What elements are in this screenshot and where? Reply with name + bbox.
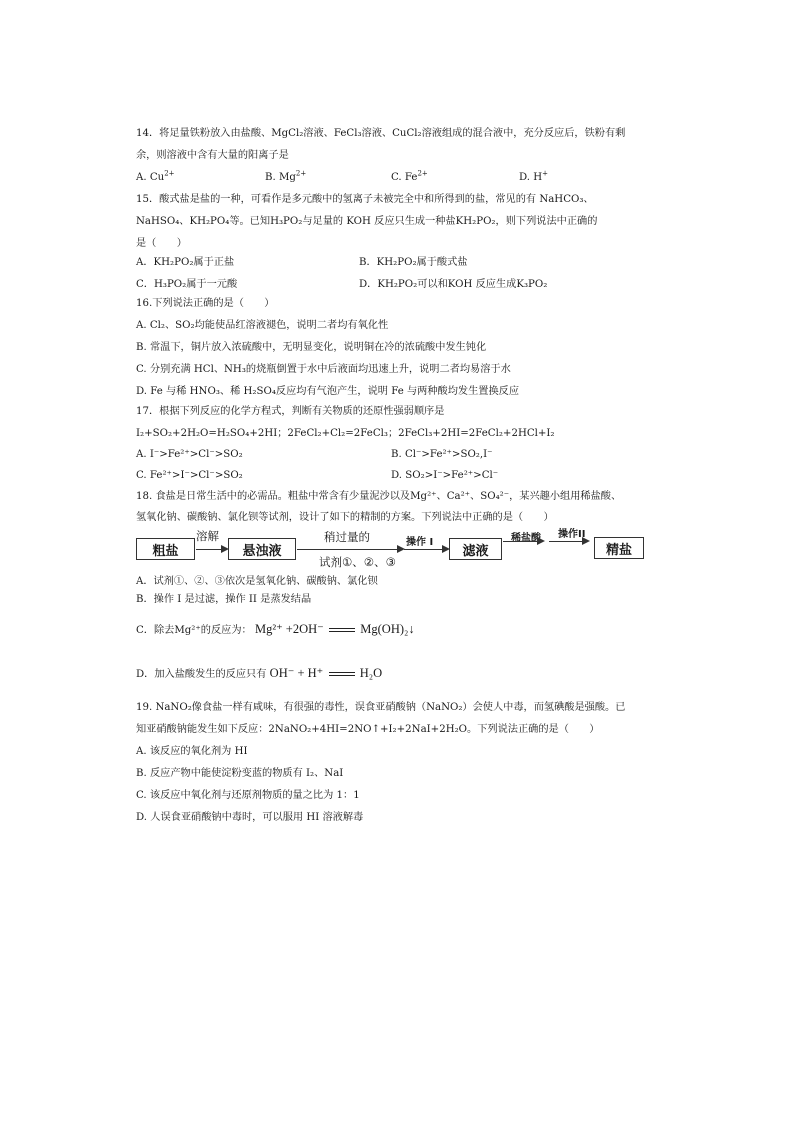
q16-option-d: D. Fe 与稀 HNO₃、稀 H₂SO₄反应均有气泡产生，说明 Fe 与两种酸均发生置换反应 [136,386,520,397]
q18-option-a: A．试剂①、②、③依次是氢氧化钠、碳酸钠、氯化钡 [136,576,378,587]
flow-label-dissolve: 溶解 [196,529,219,543]
q18-option-c-products: Mg(OH)₂↓ [360,622,415,636]
q17-option-b: B. Cl⁻>Fe²⁺>SO₂,I⁻ [391,449,493,460]
flow-label-dilute-hcl: 稀盐酸 [511,533,541,544]
q15-stem-line2: NaHSO₄、KH₂PO₄等。已知H₃PO₂与足量的 KOH 反应只生成一种盐KH₂PO₂，则下列说法中正确的 [136,216,598,227]
q17-option-a: A. I⁻>Fe²⁺>Cl⁻>SO₂ [136,449,243,460]
q19-option-c: C. 该反应中氧化剂与还原剂物质的量之比为 1：1 [136,790,360,801]
q14-stem-line1: 14．将足量铁粉放入由盐酸、MgCl₂溶液、FeCl₃溶液、CuCl₂溶液组成的混合液中，充分反应后，铁粉有剩 [136,128,626,139]
q18-option-d-reactants: OH⁻ + H⁺ [269,666,324,680]
flow-box-filtrate: 滤液 [449,538,502,560]
q15-option-d: D．KH₂PO₂可以和KOH 反应生成K₃PO₂ [359,279,548,290]
q15-option-b: B．KH₂PO₂属于酸式盐 [359,257,468,268]
flow-arrow-reagents [297,549,403,550]
q19-stem-line2: 知亚硝酸钠能发生如下反应：2NaNO₂+4HI=2NO↑+I₂+2NaI+2H₂O。下列说法正确的是（ ） [136,724,600,735]
q18-stem-line2: 氢氧化钠、碳酸钠、氯化钡等试剂，设计了如下的精制的方案。下列说法中正确的是（ ） [136,512,554,523]
q17-equations: I₂+SO₂+2H₂O=H₂SO₄+2HI；2FeCl₂+Cl₂=2FeCl₃；2FeCl₃+2HI=2FeCl₂+2HCl+I₂ [136,428,555,439]
q15-stem-line1: 15．酸式盐是盐的一种，可看作是多元酸中的氢离子未被完全中和所得到的盐，常见的有 NaHCO₃、 [136,194,594,205]
q19-option-a: A. 该反应的氧化剂为 HI [136,746,248,757]
flow-arrow-operation-1 [404,549,448,550]
flow-box-crude-salt: 粗盐 [136,538,195,560]
q19-option-d: D. 人误食亚硝酸钠中毒时，可以服用 HI 溶液解毒 [136,812,364,823]
flow-box-refined-salt: 精盐 [594,537,644,559]
q18-option-d: D．加入盐酸发生的反应只有 OH⁻ + H⁺ H₂O [136,666,383,680]
flow-box-suspension: 悬浊液 [228,538,296,560]
q18-option-c: C．除去Mg²⁺的反应为： Mg²⁺ +2OH⁻ Mg(OH)₂↓ [136,622,415,636]
q17-stem: 17．根据下列反应的化学方程式，判断有关物质的还原性强弱顺序是 [136,406,445,417]
q14-option-d: D. H+ [519,169,549,183]
q16-stem: 16.下列说法正确的是（ ） [136,298,275,309]
q18-stem-line1: 18. 食盐是日常生活中的必需品。粗盐中常含有少量泥沙以及Mg²⁺、Ca²⁺、SO₄²⁻，某兴趣小组用稀盐酸、 [136,491,622,502]
q18-option-c-reactants: Mg²⁺ +2OH⁻ [254,622,324,636]
equals-sign-icon [329,672,355,677]
q14-option-c: C. $Fe^{2+}$ [391,169,428,183]
q16-option-c: C. 分别充满 HCl、NH₃的烧瓶倒置于水中后液面均迅速上升，说明二者均易溶于水 [136,364,511,375]
q19-option-b: B. 反应产物中能使淀粉变蓝的物质有 I₂、NaI [136,768,344,779]
equals-sign-icon [329,628,355,633]
q15-stem-line3: 是（ ） [136,238,187,249]
flow-arrow-operation-2 [549,541,588,542]
q18-option-d-products: H₂O [359,666,383,680]
q16-option-b: B. 常温下，铜片放入浓硫酸中，无明显变化，说明铜在冷的浓硫酸中发生钝化 [136,342,487,353]
q15-option-c: C．H₃PO₂属于一元酸 [136,279,238,290]
q16-option-a: A. Cl₂、SO₂均能使品红溶液褪色，说明二者均有氧化性 [136,320,389,331]
q14-option-a: A. $Cu^{2+}$ [136,169,175,183]
q17-option-d: D. SO₂>I⁻>Fe²⁺>Cl⁻ [391,470,499,481]
q18-option-b: B．操作 I 是过滤，操作 II 是蒸发结晶 [136,594,312,605]
q17-option-c: C. Fe²⁺>I⁻>Cl⁻>SO₂ [136,470,243,481]
flow-label-operation-1: 操作 I [406,537,434,548]
q14-stem-line2: 余，则溶液中含有大量的阳离子是 [136,150,289,161]
flow-arrow-dissolve [196,549,227,550]
q14-option-b: B. $Mg^{2+}$ [265,169,307,183]
flow-label-reagents: 试剂①、②、③ [319,555,396,569]
q15-option-a: A．KH₂PO₂属于正盐 [136,257,235,268]
flow-label-excess: 稍过量的 [324,530,370,544]
flow-arrow-dilute-hcl [503,541,543,542]
flow-label-operation-2: 操作II [558,529,586,540]
q19-stem-line1: 19. NaNO₂像食盐一样有咸味，有很强的毒性，误食亚硝酸钠（NaNO₂）会使人中毒，而氢碘酸是强酸。已 [136,702,626,713]
